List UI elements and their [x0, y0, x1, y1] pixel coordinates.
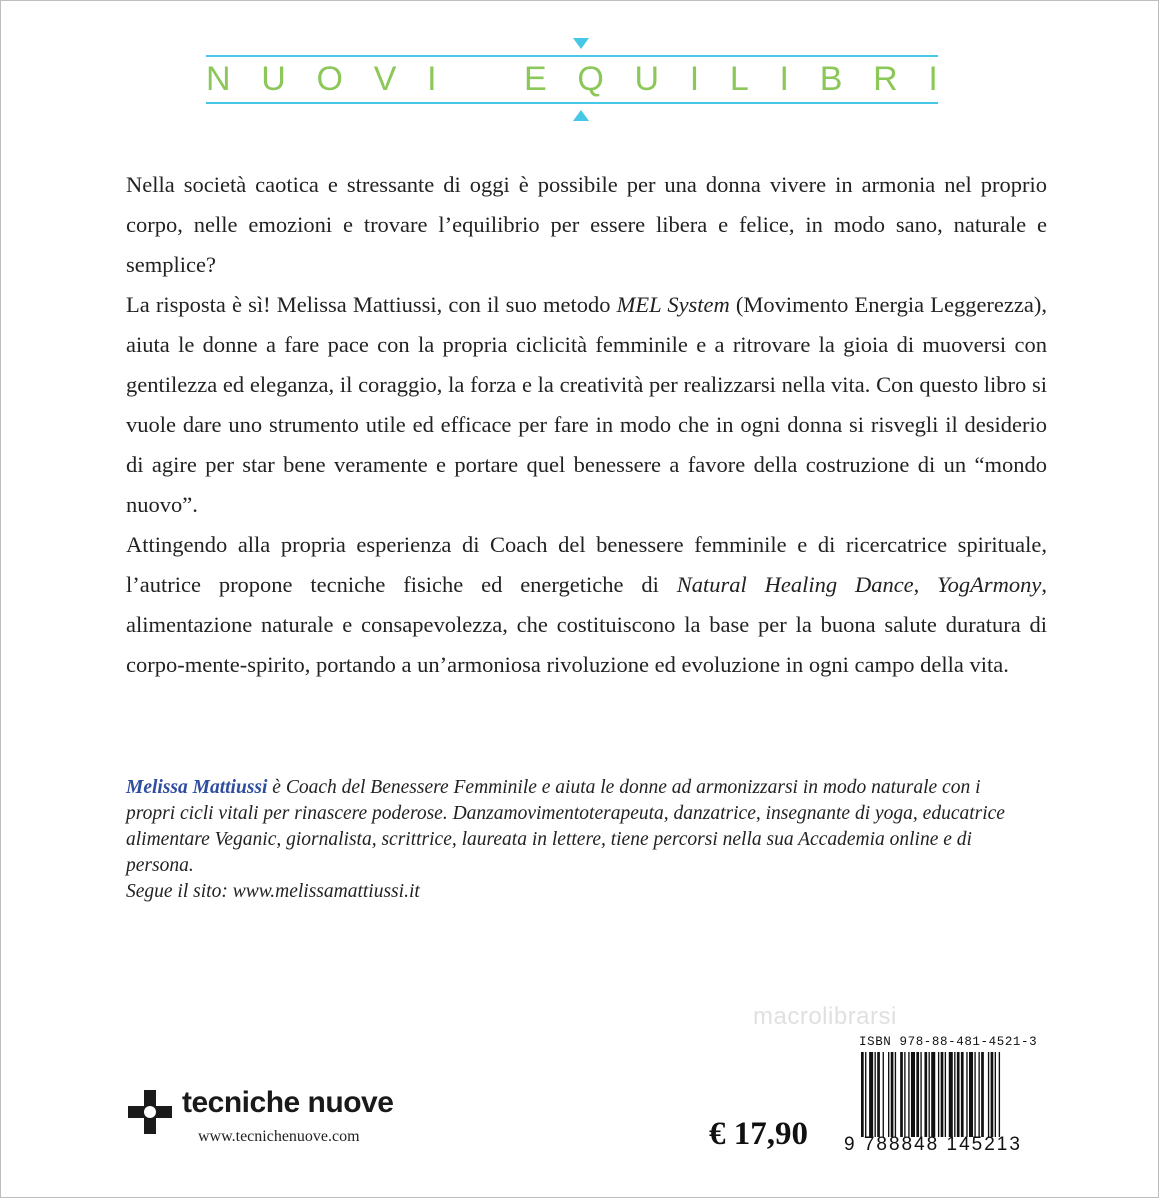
barcode-bar [978, 1052, 979, 1137]
watermark: macrolibrarsi [753, 1003, 897, 1030]
author-bio-text: è Coach del Benessere Femminile e aiuta le donne ad armonizzarsi in modo naturale con i propri cicli vitali per rinascere poderose. Danzamovimentoterapeuta, danzatrice, insegnante di yoga, educatrice alimentare Veganic, giornalista, scrittrice, laureata in lettere, tiene percorsi nella sua Accademia online e di persona. [126, 777, 1005, 876]
series-letter: I [427, 59, 437, 98]
barcode-bar [875, 1052, 876, 1137]
barcode [861, 1052, 1036, 1137]
barcode-bar [911, 1052, 915, 1137]
barcode-bar [945, 1052, 946, 1137]
barcode-bar [869, 1052, 873, 1137]
series-letter: U [261, 59, 286, 98]
triangle-down-icon [573, 38, 589, 49]
triangle-up-icon [573, 110, 589, 121]
barcode-bar [908, 1052, 909, 1137]
series-top-rule [206, 55, 938, 57]
barcode-bar [969, 1052, 973, 1137]
barcode-bar [999, 1052, 1000, 1137]
series-letter: V [373, 59, 397, 98]
barcode-bar [895, 1052, 896, 1137]
barcode-digits: 9 788848 145213 [844, 1134, 1022, 1155]
barcode-bar [924, 1052, 927, 1137]
description-paragraph-1: Nella società caotica e stressante di oggi è possibile per una donna vivere in armonia nel proprio corpo, nelle emozioni e trovare l’equilibrio per essere libera e felice, in modo sano, naturale e semplice? [126, 172, 1047, 277]
method-name: MEL System [616, 292, 730, 317]
series-title [206, 59, 938, 99]
barcode-bar [877, 1052, 880, 1137]
barcode-bar [883, 1052, 884, 1137]
barcode-bar [966, 1052, 967, 1137]
barcode-bar [916, 1052, 919, 1137]
barcode-bar [900, 1052, 903, 1137]
barcode-bar [938, 1052, 939, 1137]
series-letter: R [873, 59, 898, 98]
barcode-bar [954, 1052, 955, 1137]
technique-name-1: Natural Healing Dance [676, 572, 914, 597]
barcode-bar [929, 1052, 930, 1137]
barcode-bar [931, 1052, 935, 1137]
barcode-bar [961, 1052, 964, 1137]
author-name: Melissa Mattiussi [126, 777, 268, 798]
series-letter: Q [577, 59, 604, 98]
series-letter: E [523, 59, 547, 98]
barcode-bar [995, 1052, 996, 1137]
barcode-bar [861, 1052, 864, 1137]
series-letter: U [634, 59, 660, 98]
publisher-name: tecniche nuove [182, 1086, 394, 1119]
book-description [126, 165, 1047, 685]
series-letter: L [729, 59, 749, 98]
series-letter: B [819, 59, 843, 98]
barcode-bar [920, 1052, 921, 1137]
series-letter: O [316, 59, 343, 98]
series-bottom-rule [206, 102, 938, 104]
barcode-bar [941, 1052, 944, 1137]
publisher-cross-icon [124, 1086, 176, 1138]
series-letter: I [928, 59, 938, 98]
publisher-logo [124, 1082, 424, 1152]
barcode-bar [981, 1052, 984, 1137]
series-letter: I [779, 59, 789, 98]
series-letter: I [689, 59, 700, 98]
technique-name-2: YogArmony [937, 572, 1042, 597]
barcode-bar [888, 1052, 889, 1137]
barcode-bar [904, 1052, 905, 1137]
price: € 17,90 [709, 1116, 808, 1152]
description-paragraph-3: Attingendo alla propria esperienza di Coach del benessere femminile e di ricercatrice spirituale, l’autrice propone tecniche fisiche ed energetiche di Natural Healing Dance, YogArmony, alimentazione naturale e consapevolezza, che costituiscono la base per la buona salute duratura di corpo-mente-spirito, portando a un’armoniosa rivoluzione ed evoluzione in ogni campo della vita. [126, 532, 1047, 677]
barcode-bar [974, 1052, 975, 1137]
barcode-bar [988, 1052, 989, 1137]
isbn-label: ISBN 978-88-481-4521-3 [859, 1035, 1038, 1049]
description-paragraph-2: La risposta è sì! Melissa Mattiussi, con il suo metodo MEL System (Movimento Energia Leggerezza), aiuta le donne a fare pace con la propria ciclicità femminile e a ritrovare la gioia di muoversi con gentilezza ed eleganza, il coraggio, la forza e la creatività per realizzarsi nella vita. Con questo libro si vuole dare uno strumento utile ed efficace per fare in modo che in ogni donna si risvegli il desiderio di agire per star bene veramente e portare quel benessere a favore della costruzione di un “mondo nuovo”. [126, 292, 1047, 517]
barcode-bar [865, 1052, 866, 1137]
barcode-bar [991, 1052, 994, 1137]
barcode-bar [891, 1052, 894, 1137]
barcode-bar [949, 1052, 953, 1137]
series-letter: N [206, 59, 231, 98]
publisher-url: www.tecnichenuove.com [198, 1128, 360, 1145]
barcode-bar [957, 1052, 960, 1137]
author-bio [126, 775, 1006, 905]
author-website: Segue il sito: www.melissamattiussi.it [126, 881, 420, 902]
